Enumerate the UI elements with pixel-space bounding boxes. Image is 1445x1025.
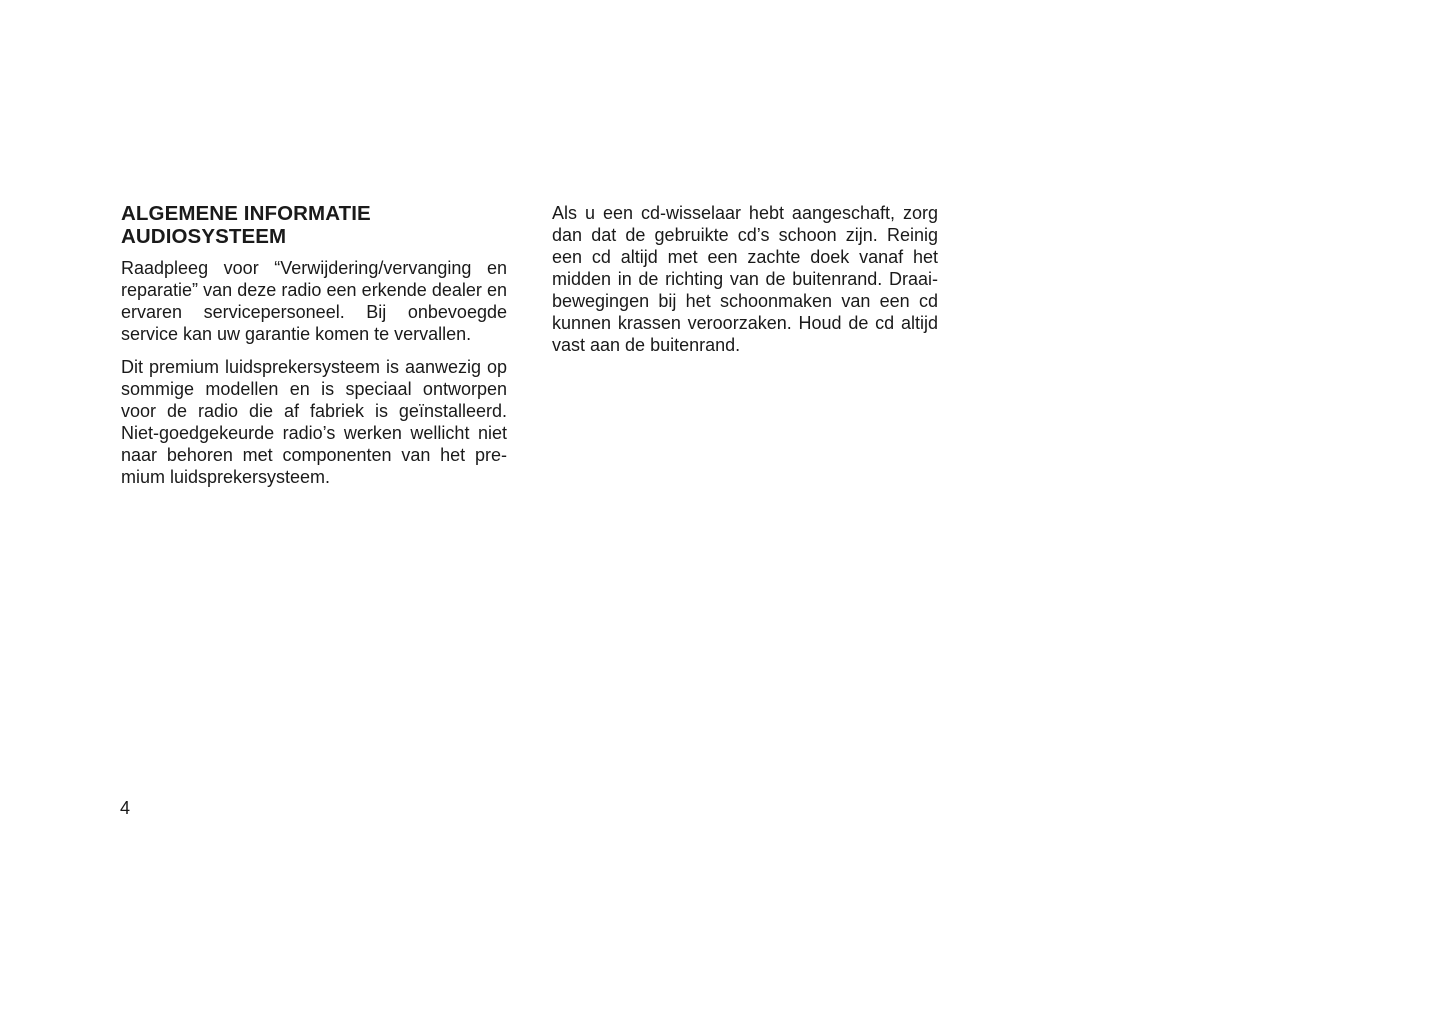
section-heading-line-2: AUDIOSYSTEEM	[121, 225, 287, 248]
paragraph-premium-speakers: Dit premium luidsprekersysteem is aanwezig op sommige modellen en is speciaal ontworpen voor de radio die af fabriek is geïnstalleerd. Niet-goedgekeurde radio’s werken wellicht niet naar behoren met componenten van het premium luidsprekersysteem.	[121, 357, 507, 487]
right-column	[552, 202, 938, 367]
paragraph-service-warning: Raadpleeg voor “Verwijdering/vervanging en reparatie” van deze radio een erkende dealer en ervaren servicepersoneel. Bij onbevoegde service kan uw garantie komen te vervallen.	[121, 258, 507, 344]
left-column	[121, 202, 507, 499]
paragraph-cd-care: Als u een cd-wisselaar hebt aangeschaft, zorg dan dat de gebruikte cd’s schoon zijn. Reinig een cd altijd met een zachte doek vanaf het midden in de richting van de buitenrand. Draaibewegingen bij het schoonmaken van een cd kunnen krassen veroorzaken. Houd de cd altijd vast aan de buitenrand.	[552, 203, 938, 355]
section-heading	[121, 202, 507, 248]
page-number: 4	[120, 798, 131, 818]
section-heading-line-1: ALGEMENE INFORMATIE	[121, 202, 371, 225]
